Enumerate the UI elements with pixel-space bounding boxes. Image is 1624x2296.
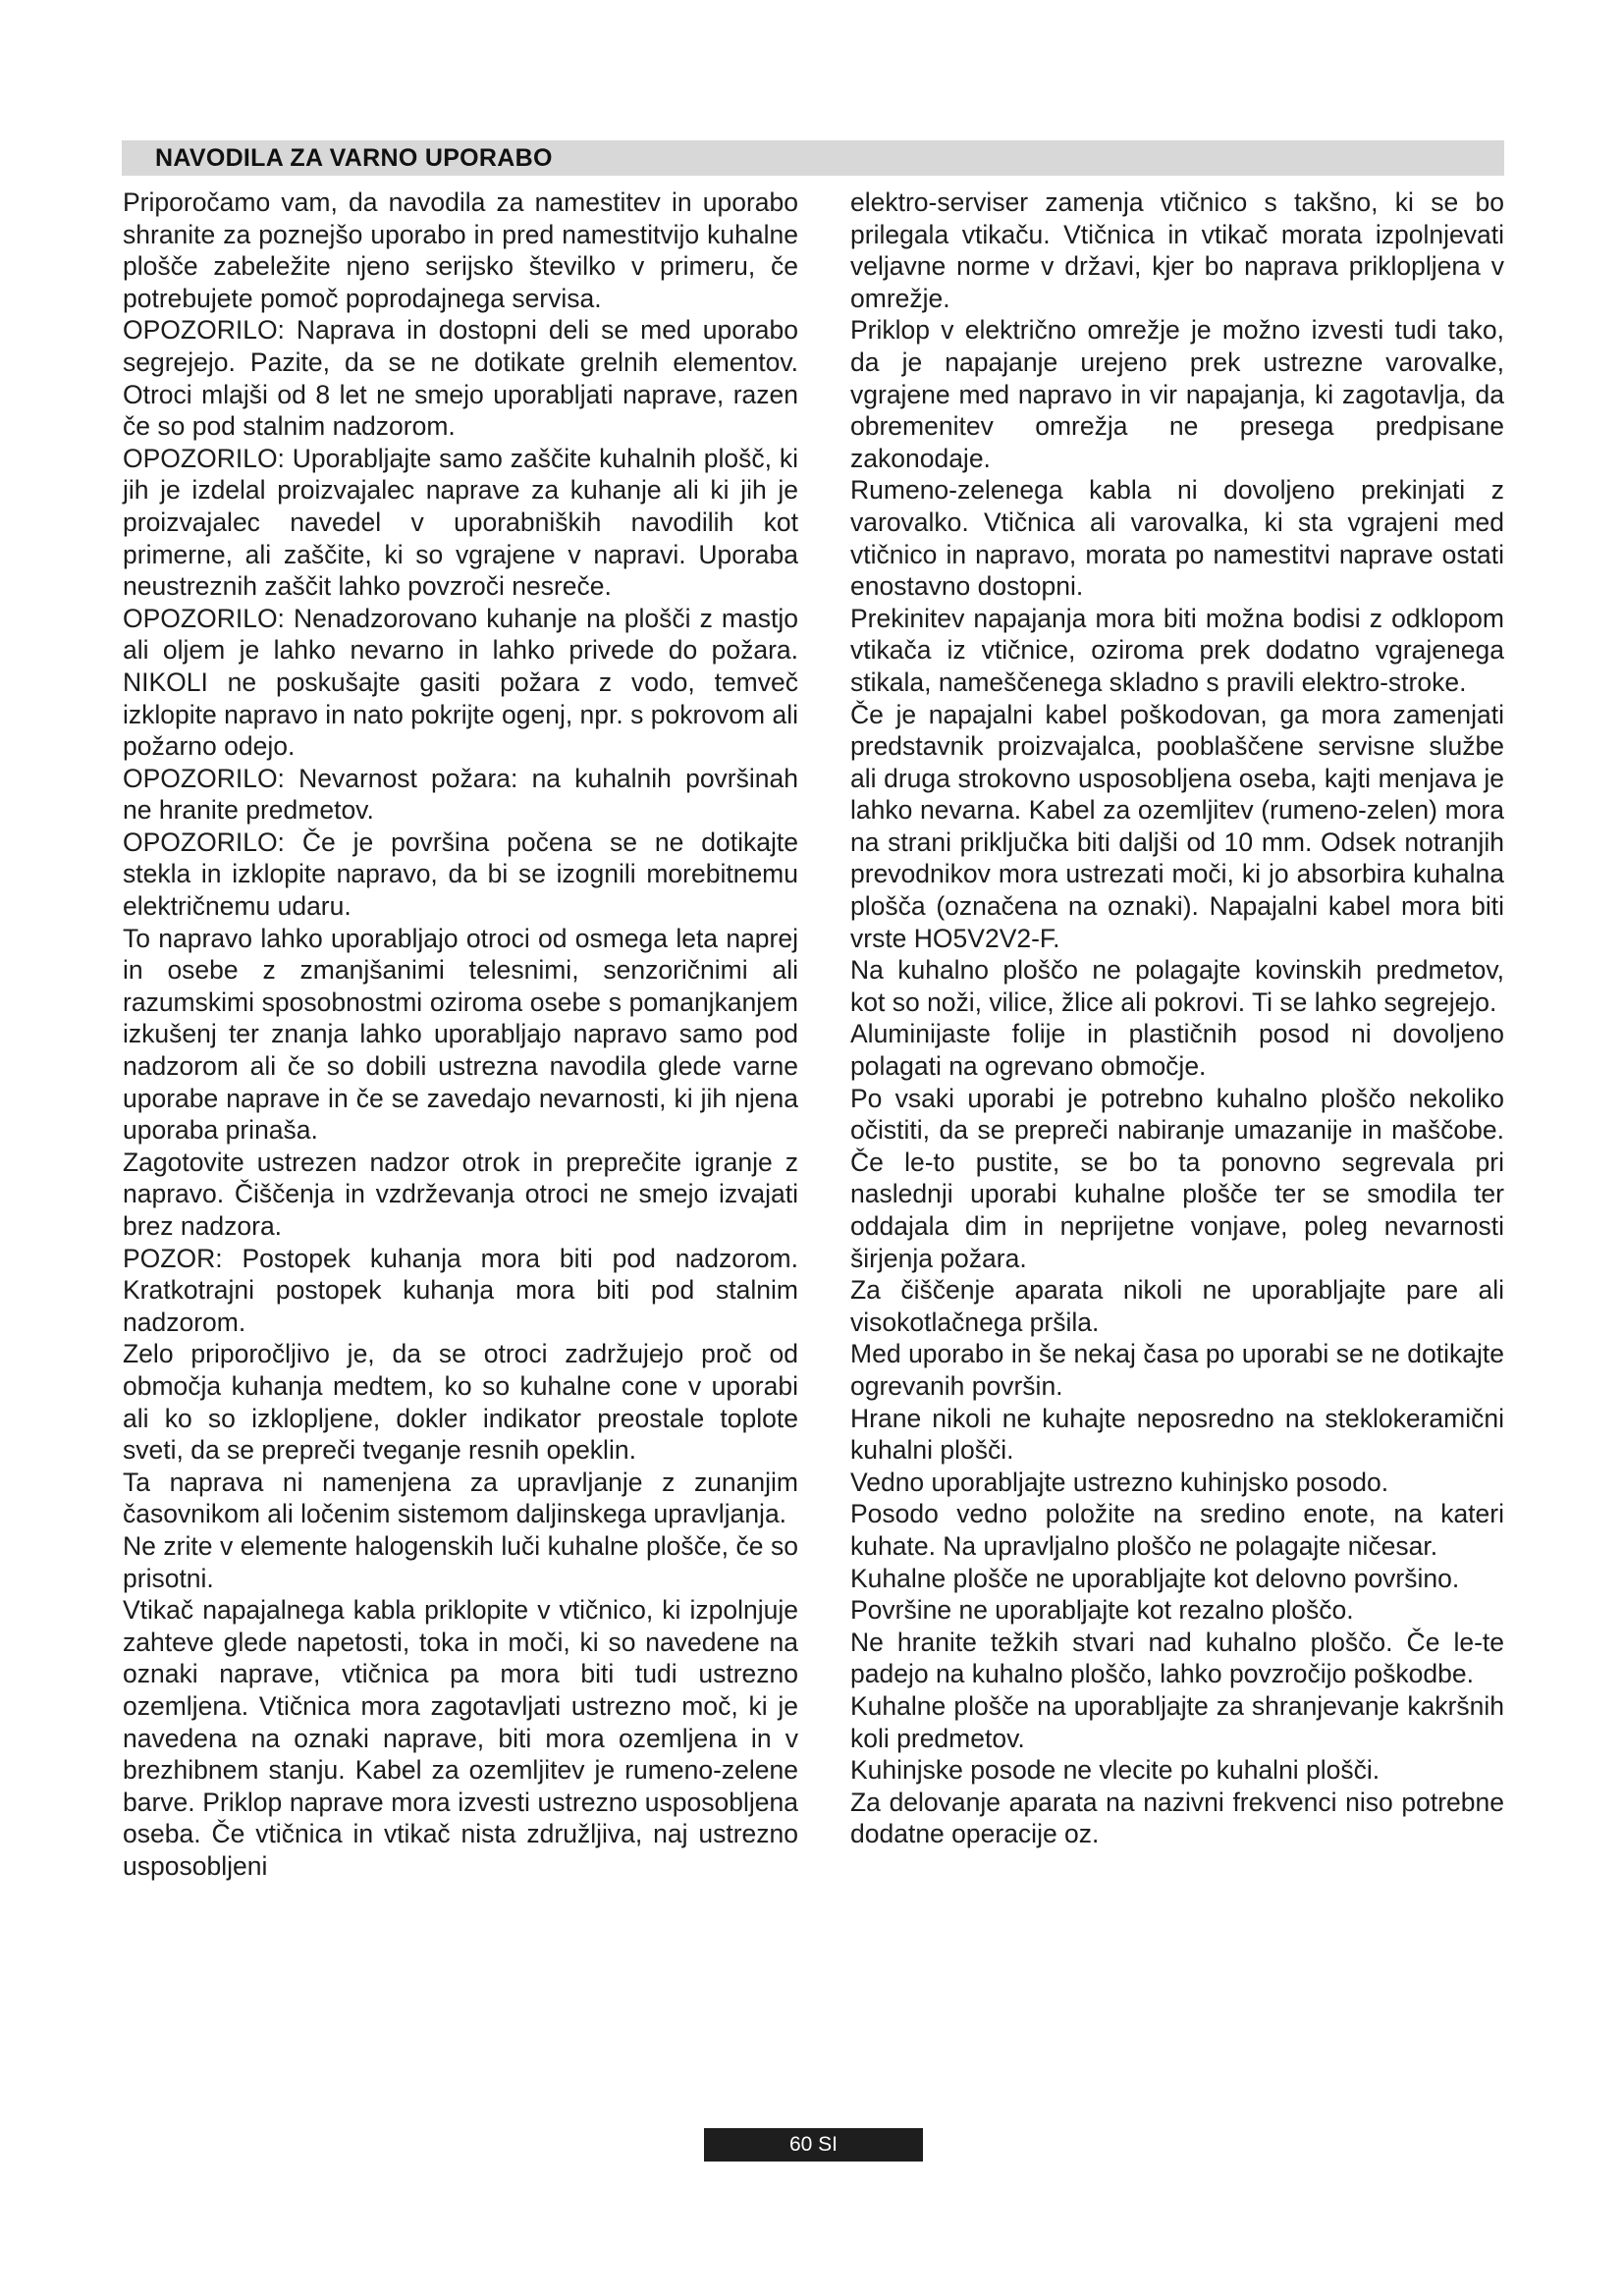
paragraph: Hrane nikoli ne kuhajte neposredno na steklokeramični kuhalni plošči. (850, 1403, 1504, 1466)
paragraph: Ne hranite težkih stvari nad kuhalno ploščo. Če le-te padejo na kuhalno ploščo, lahko povzročijo poškodbe. (850, 1627, 1504, 1689)
paragraph: Če je napajalni kabel poškodovan, ga mora zamenjati predstavnik proizvajalca, pooblaščene servisne službe ali druga strokovno usposobljena oseba, kajti menjava je lahko nevarna. Kabel za ozemljitev (rumeno-zelen) mora na strani priključka biti daljši od 10 mm. Odsek notranjih prevodnikov mora ustrezati moči, ki jo absorbira kuhalna plošča (označena na oznaki). Napajalni kabel mora biti vrste HO5V2V2-F. (850, 699, 1504, 953)
paragraph: OPOZORILO: Nevarnost požara: na kuhalnih površinah ne hranite predmetov. (123, 763, 798, 826)
paragraph: Ne zrite v elemente halogenskih luči kuhalne plošče, če so prisotni. (123, 1530, 798, 1593)
paragraph: To napravo lahko uporabljajo otroci od osmega leta naprej in osebe z zmanjšanimi telesnimi, senzoričnimi ali razumskimi sposobnostmi oziroma osebe s pomanjkanjem izkušenj ter znanja lahko uporabljajo napravo samo pod nadzorom ali če so dobili ustrezna navodila glede varne uporabe naprave in če se zavedajo nevarnosti, ki jih njena uporaba prinaša. (123, 923, 798, 1146)
paragraph: Po vsaki uporabi je potrebno kuhalno ploščo nekoliko očistiti, da se prepreči nabiranje umazanije in maščobe. Če le-to pustite, se bo ta ponovno segrevala pri naslednji uporabi kuhalne plošče ter se smodila ter oddajala dim in neprijetne vonjave, poleg nevarnosti širjenja požara. (850, 1083, 1504, 1273)
paragraph: Za čiščenje aparata nikoli ne uporabljajte pare ali visokotlačnega pršila. (850, 1275, 1504, 1337)
paragraph: OPOZORILO: Naprava in dostopni deli se med uporabo segrejejo. Pazite, da se ne dotikate grelnih elementov. Otroci mlajši od 8 let ne smejo uporabljati naprave, razen če so pod stalnim nadzorom. (123, 315, 798, 442)
paragraph: Priklop v električno omrežje je možno izvesti tudi tako, da je napajanje urejeno prek ustrezne varovalke, vgrajene med napravo in vir napajanja, ki zagotavlja, da obremenitev omrežja ne presega predpisane zakonodaje. (850, 315, 1504, 473)
paragraph: Zagotovite ustrezen nadzor otrok in preprečite igranje z napravo. Čiščenja in vzdrževanja otroci ne smejo izvajati brez nadzora. (123, 1147, 798, 1241)
paragraph: Priporočamo vam, da navodila za namestitev in uporabo shranite za poznejšo uporabo in pred namestitvijo kuhalne plošče zabeležite njeno serijsko številko v primeru, če potrebujete pomoč poprodajnega servisa. (123, 187, 798, 313)
paragraph: Med uporabo in še nekaj časa po uporabi se ne dotikajte ogrevanih površin. (850, 1339, 1504, 1401)
paragraph: Aluminijaste folije in plastičnih posod ni dovoljeno polagati na ogrevano območje. (850, 1019, 1504, 1082)
paragraph: Površine ne uporabljajte kot rezalno ploščo. (850, 1595, 1354, 1626)
paragraph: Rumeno-zelenega kabla ni dovoljeno prekinjati z varovalko. Vtičnica ali varovalka, ki sta vgrajeni med vtičnico in napravo, morata po namestitvi naprave ostati enostavno dostopni. (850, 475, 1504, 602)
paragraph: Vedno uporabljajte ustrezno kuhinjsko posodo. (850, 1467, 1389, 1497)
paragraph: Kuhalne plošče ne uporabljajte kot delovno površino. (850, 1563, 1460, 1593)
page-number: 60 SI (704, 2128, 923, 2162)
paragraph: Vtikač napajalnega kabla priklopite v vtičnico, ki izpolnjuje zahteve glede napetosti, toka in moči, ki so navedene na oznaki naprave, vtičnica pa mora biti tudi ustrezno ozemljena. Vtičnica mora zagotavljati ustrezno moč, ki je navedena na oznaki naprave, biti mora ozemljena in v brezhibnem stanju. Kabel za ozemljitev je rumeno-zelene barve. Priklop naprave mora izvesti ustrezno usposobljena oseba. Če vtičnica in vtikač nista združljiva, naj ustrezno usposobljeni (123, 1595, 798, 1881)
section-header-bar (122, 140, 1504, 176)
paragraph: Za delovanje aparata na nazivni frekvenci niso potrebne dodatne operacije oz. (850, 1787, 1504, 1849)
paragraph: Zelo priporočljivo je, da se otroci zadržujejo proč od območja kuhanja medtem, ko so kuhalne cone v uporabi ali ko so izklopljene, dokler indikator preostale toplote sveti, da se prepreči tveganje resnih opeklin. (123, 1339, 798, 1466)
paragraph: Ta naprava ni namenjena za upravljanje z zunanjim časovnikom ali ločenim sistemom daljinskega upravljanja. (123, 1467, 798, 1529)
left-column (123, 187, 798, 1882)
section-title: NAVODILA ZA VARNO UPORABO (155, 144, 553, 172)
paragraph: elektro-serviser zamenja vtičnico s takšno, ki se bo prilegala vtikaču. Vtičnica in vtikač morata izpolnjevati veljavne norme v državi, kjer bo naprava priklopljena v omrežje. (850, 187, 1504, 313)
paragraph: Na kuhalno ploščo ne polagajte kovinskih predmetov, kot so noži, vilice, žlice ali pokrovi. Ti se lahko segrejejo. (850, 955, 1504, 1017)
paragraph: Posodo vedno položite na sredino enote, na kateri kuhate. Na upravljalno ploščo ne polagajte ničesar. (850, 1499, 1504, 1561)
paragraph: Kuhinjske posode ne vlecite po kuhalni plošči. (850, 1755, 1380, 1786)
paragraph: POZOR: Postopek kuhanja mora biti pod nadzorom. Kratkotrajni postopek kuhanja mora biti pod stalnim nadzorom. (123, 1243, 798, 1337)
paragraph: OPOZORILO: Če je površina počena se ne dotikajte stekla in izklopite napravo, da bi se izognili morebitnemu električnemu udaru. (123, 827, 798, 922)
paragraph: OPOZORILO: Uporabljajte samo zaščite kuhalnih plošč, ki jih je izdelal proizvajalec naprave za kuhanje ali ki jih je proizvajalec navedel v uporabniških navodilih kot primerne, ali zaščite, ki so vgrajene v napravi. Uporaba neustreznih zaščit lahko povzroči nesreče. (123, 443, 798, 602)
right-column (850, 187, 1504, 1850)
paragraph: Prekinitev napajanja mora biti možna bodisi z odklopom vtikača iz vtičnice, oziroma prek dodatno vgrajenega stikala, nameščenega skladno s pravili elektro-stroke. (850, 603, 1504, 697)
paragraph: OPOZORILO: Nenadzorovano kuhanje na plošči z mastjo ali oljem je lahko nevarno in lahko privede do požara. NIKOLI ne poskušajte gasiti požara z vodo, temveč izklopite napravo in nato pokrijte ogenj, npr. s pokrovom ali požarno odejo. (123, 603, 798, 762)
paragraph: Kuhalne plošče na uporabljajte za shranjevanje kakršnih koli predmetov. (850, 1690, 1504, 1753)
